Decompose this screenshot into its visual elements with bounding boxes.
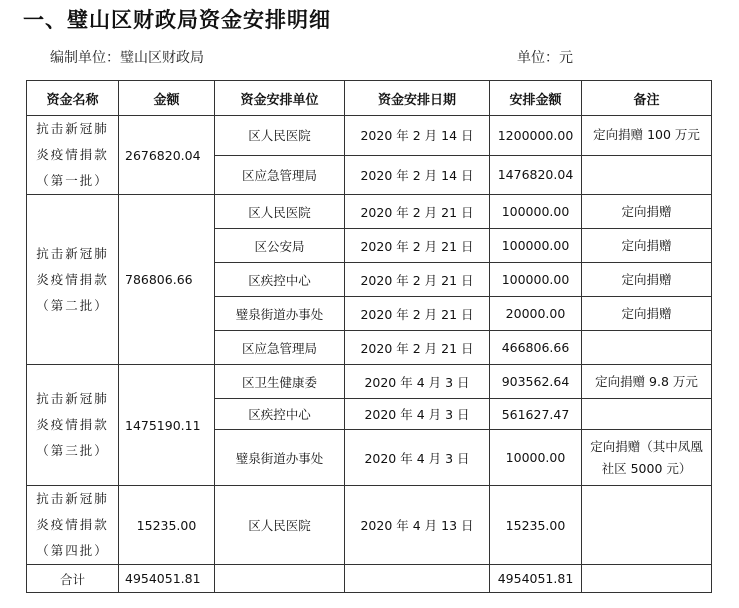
note-cell: 定向捐赠 9.8 万元	[582, 365, 712, 399]
arranged-amount-cell: 100000.00	[490, 263, 582, 297]
recipient-cell: 区疾控中心	[215, 263, 345, 297]
arranged-amount-cell: 100000.00	[490, 195, 582, 229]
arranged-amount-cell: 100000.00	[490, 229, 582, 263]
header-date: 资金安排日期	[345, 81, 490, 116]
recipient-cell: 区应急管理局	[215, 331, 345, 365]
fund-name-cell: 抗击新冠肺炎疫情捐款（第二批）	[27, 195, 119, 365]
total-label: 合计	[27, 565, 119, 593]
total-row	[27, 565, 712, 593]
table-row	[27, 116, 712, 156]
arranged-amount-cell: 903562.64	[490, 365, 582, 399]
fund-amount-cell: 2676820.04	[119, 116, 215, 195]
date-cell: 2020 年 2 月 14 日	[345, 155, 490, 195]
empty-cell	[215, 565, 345, 593]
currency-unit: 单位：元	[517, 50, 573, 66]
date-cell: 2020 年 2 月 21 日	[345, 297, 490, 331]
note-cell: 定向捐赠	[582, 297, 712, 331]
header-recipient-unit: 资金安排单位	[215, 81, 345, 116]
fund-amount-cell: 1475190.11	[119, 365, 215, 486]
note-cell: 定向捐赠	[582, 195, 712, 229]
note-cell: 定向捐赠	[582, 263, 712, 297]
recipient-cell: 区公安局	[215, 229, 345, 263]
table-header-row	[27, 81, 712, 116]
date-cell: 2020 年 2 月 14 日	[345, 116, 490, 156]
recipient-cell: 区疾控中心	[215, 399, 345, 430]
arranged-amount-cell: 1200000.00	[490, 116, 582, 156]
table-row	[27, 195, 712, 229]
arranged-amount-cell: 1476820.04	[490, 155, 582, 195]
note-cell: 定向捐赠	[582, 229, 712, 263]
page-title: 一、璧山区财政局资金安排明细	[23, 8, 331, 32]
date-cell: 2020 年 2 月 21 日	[345, 331, 490, 365]
fund-amount-cell: 15235.00	[119, 486, 215, 565]
header-amount: 金额	[119, 81, 215, 116]
table-row	[27, 365, 712, 399]
recipient-cell: 区人民医院	[215, 486, 345, 565]
prepared-by: 编制单位：璧山区财政局	[50, 50, 204, 66]
arranged-amount-cell: 466806.66	[490, 331, 582, 365]
fund-name-cell: 抗击新冠肺炎疫情捐款（第一批）	[27, 116, 119, 195]
fund-name-cell: 抗击新冠肺炎疫情捐款（第四批）	[27, 486, 119, 565]
recipient-cell: 区人民医院	[215, 116, 345, 156]
fund-name-cell: 抗击新冠肺炎疫情捐款（第三批）	[27, 365, 119, 486]
recipient-cell: 璧泉街道办事处	[215, 430, 345, 486]
note-cell	[582, 155, 712, 195]
arranged-amount-cell: 20000.00	[490, 297, 582, 331]
total-amount: 4954051.81	[119, 565, 215, 593]
date-cell: 2020 年 2 月 21 日	[345, 229, 490, 263]
date-cell: 2020 年 4 月 3 日	[345, 430, 490, 486]
header-arranged-amount: 安排金额	[490, 81, 582, 116]
recipient-cell: 区卫生健康委	[215, 365, 345, 399]
date-cell: 2020 年 2 月 21 日	[345, 195, 490, 229]
arranged-amount-cell: 10000.00	[490, 430, 582, 486]
recipient-cell: 璧泉街道办事处	[215, 297, 345, 331]
date-cell: 2020 年 4 月 13 日	[345, 486, 490, 565]
header-note: 备注	[582, 81, 712, 116]
note-cell	[582, 331, 712, 365]
note-cell	[582, 486, 712, 565]
header-fund-name: 资金名称	[27, 81, 119, 116]
note-cell: 定向捐赠（其中凤凰社区 5000 元）	[582, 430, 712, 486]
arranged-amount-cell: 561627.47	[490, 399, 582, 430]
recipient-cell: 区应急管理局	[215, 155, 345, 195]
arranged-amount-cell: 15235.00	[490, 486, 582, 565]
empty-cell	[582, 565, 712, 593]
date-cell: 2020 年 2 月 21 日	[345, 263, 490, 297]
note-cell: 定向捐赠 100 万元	[582, 116, 712, 156]
date-cell: 2020 年 4 月 3 日	[345, 399, 490, 430]
fund-amount-cell: 786806.66	[119, 195, 215, 365]
table-row	[27, 486, 712, 565]
empty-cell	[345, 565, 490, 593]
total-arranged-amount: 4954051.81	[490, 565, 582, 593]
date-cell: 2020 年 4 月 3 日	[345, 365, 490, 399]
recipient-cell: 区人民医院	[215, 195, 345, 229]
note-cell	[582, 399, 712, 430]
allocation-table	[26, 80, 712, 593]
